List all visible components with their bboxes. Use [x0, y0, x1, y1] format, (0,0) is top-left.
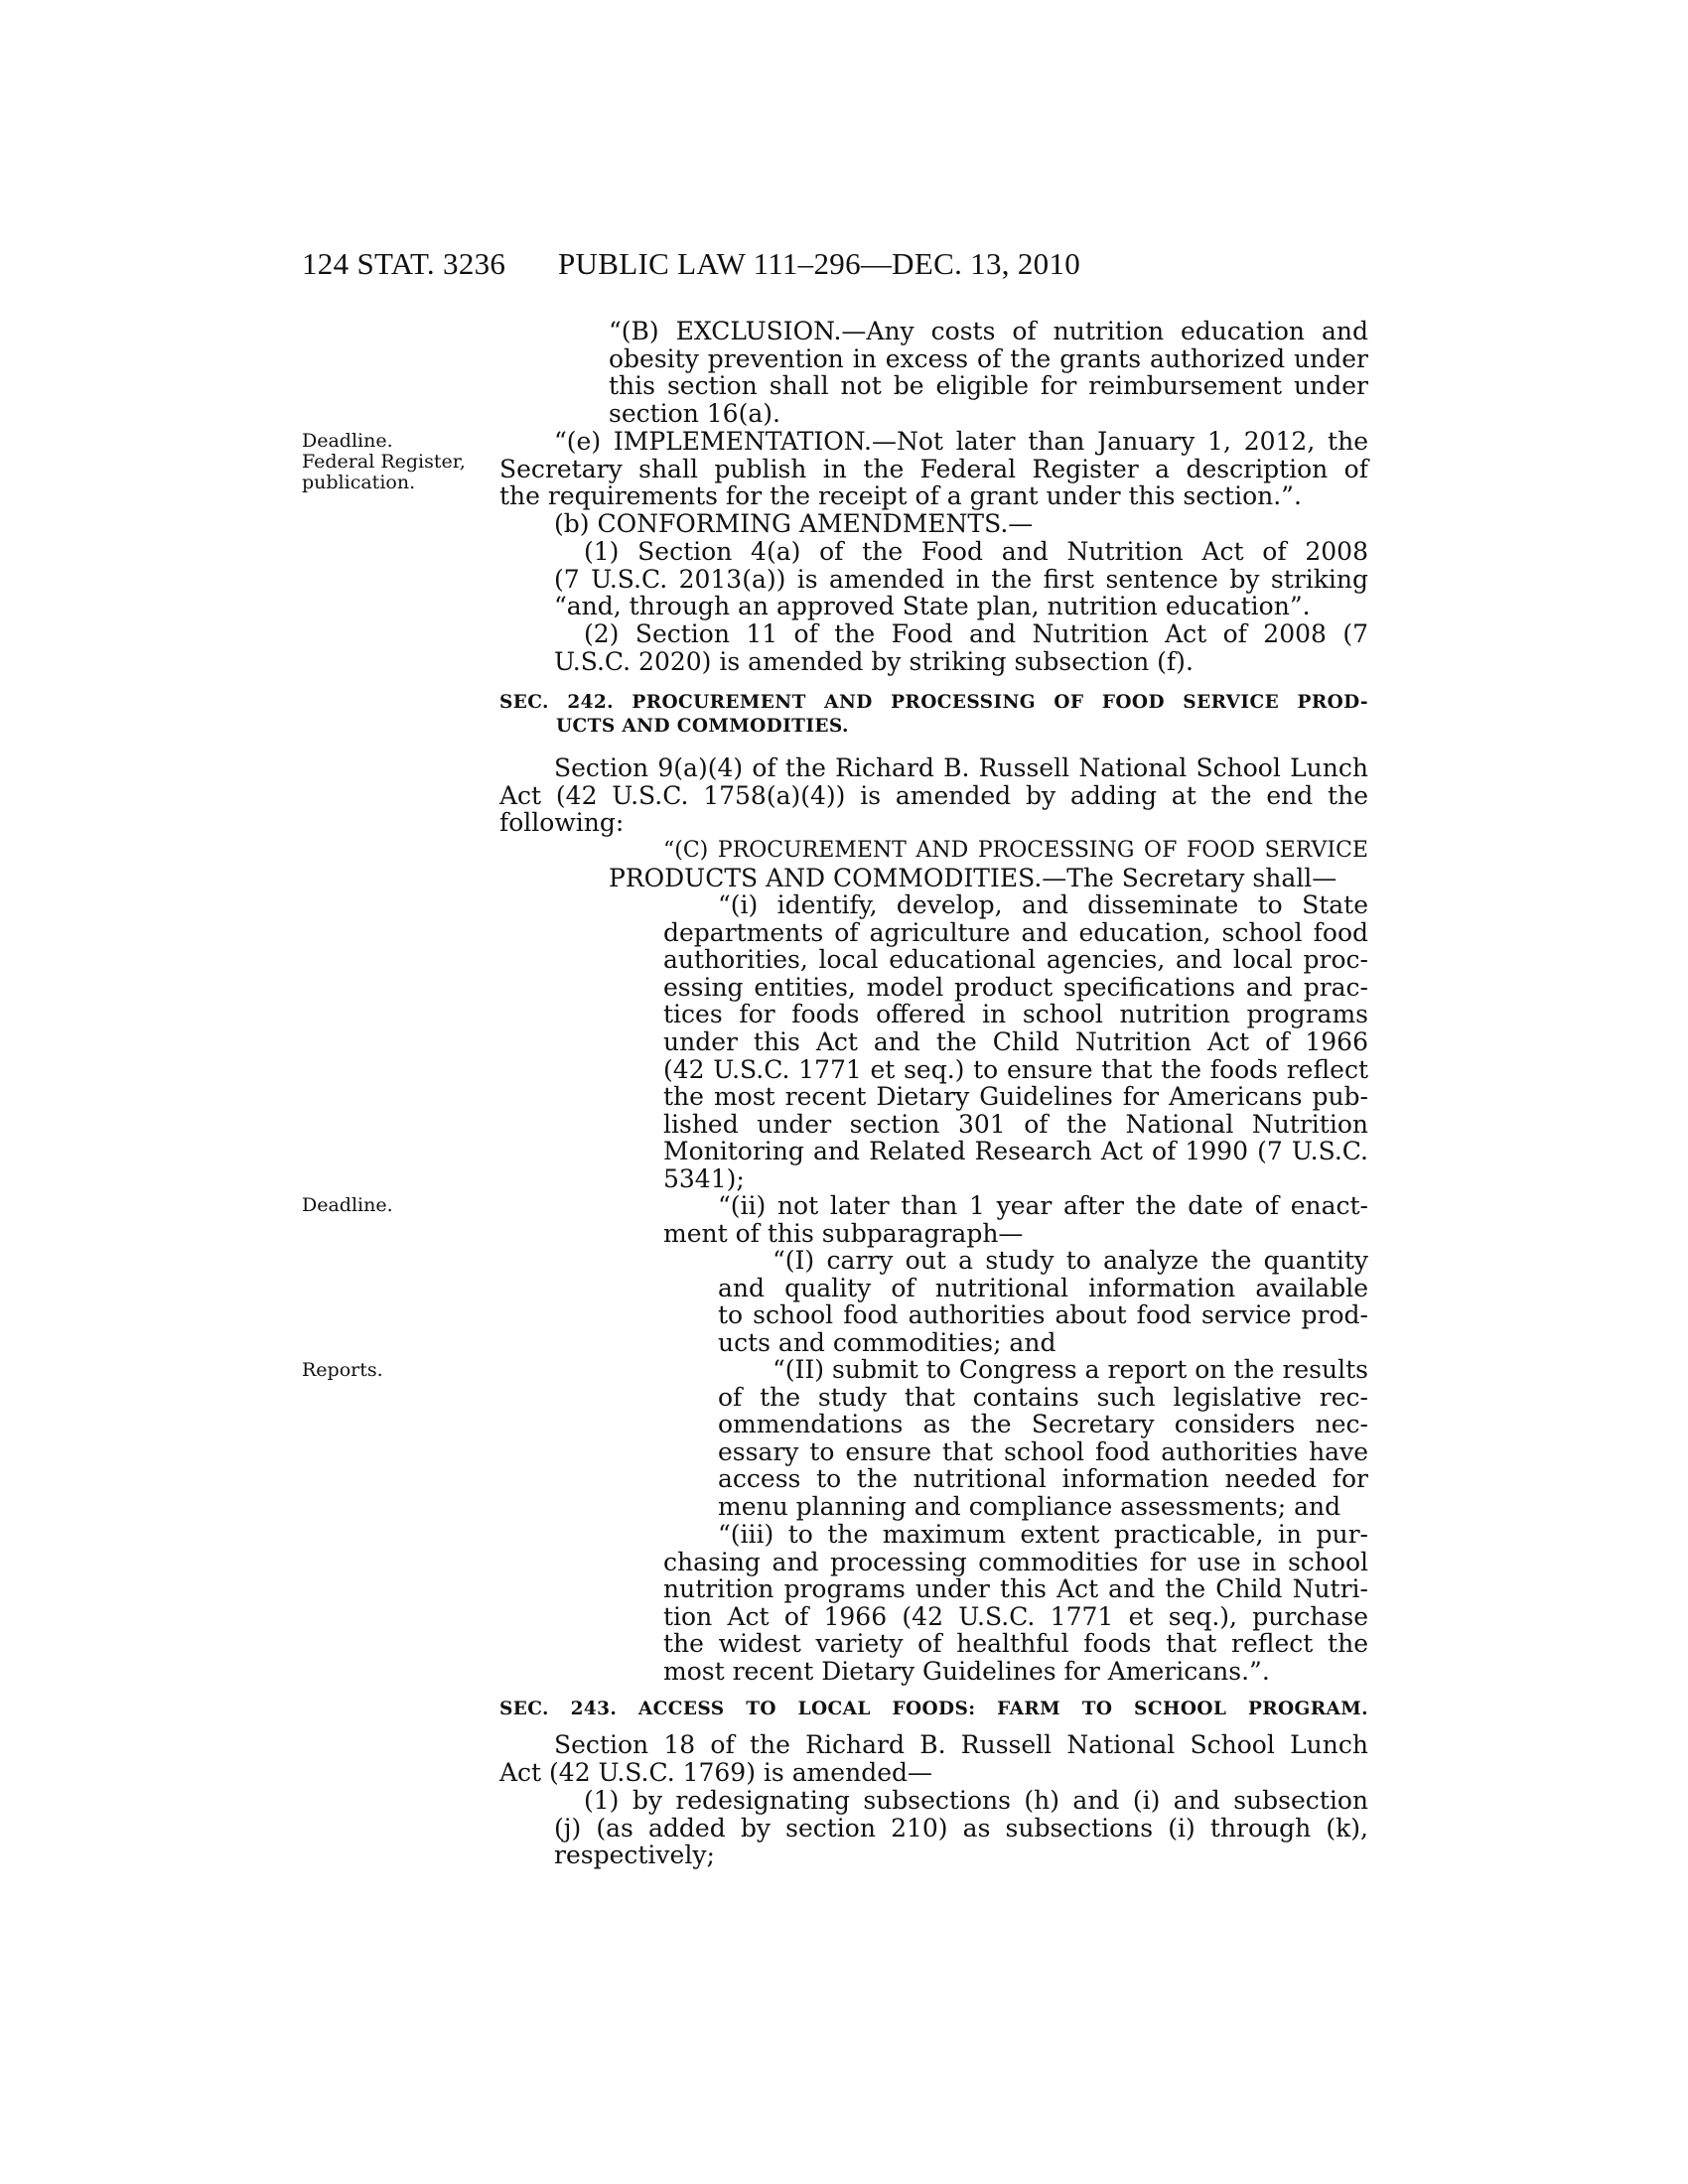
paragraph-exclusion	[609, 318, 1368, 427]
margin-note-deadline: Deadline.	[302, 1194, 393, 1216]
text-line: under this Act and the Child Nutrition Act of 1966	[663, 1026, 1368, 1056]
text-line: the most recent Dietary Guidelines for Americans pub-	[663, 1082, 1368, 1112]
paragraph-clause-ii	[663, 1192, 1368, 1247]
paragraph-conforming-amendments	[554, 510, 1368, 538]
text-line: ment of this subparagraph—	[663, 1218, 1024, 1248]
text-line: (2) Section 11 of the Food and Nutrition Act of 2008 (7	[584, 619, 1368, 648]
text-line: “(B) EXCLUSION.—Any costs of nutrition education and	[609, 317, 1368, 345]
margin-note-deadline-federal-register	[302, 431, 481, 493]
text-line: 5341);	[663, 1163, 745, 1193]
text-line: (b) CONFORMING AMENDMENTS.—	[554, 509, 1034, 538]
text-line: of the study that contains such legislative rec-	[718, 1382, 1368, 1412]
text-line: tices for foods offered in school nutrition programs	[663, 1000, 1368, 1029]
text-line: essary to ensure that school food authorities have	[718, 1436, 1368, 1466]
text-line: “(II) submit to Congress a report on the results	[773, 1355, 1368, 1384]
text-line: obesity prevention in excess of the grants authorized under	[609, 343, 1368, 373]
text-line: (7 U.S.C. 2013(a)) is amended in the first sentence by striking	[554, 564, 1368, 594]
paragraph-amendment-2	[554, 620, 1368, 675]
text-line: “(i) identify, develop, and disseminate to State	[718, 890, 1368, 919]
paragraph-implementation	[499, 428, 1368, 510]
text-line: (j) (as added by section 210) as subsections (i) through (k),	[554, 1813, 1368, 1843]
text-line: “and, through an approved State plan, nutrition education”.	[554, 592, 1311, 621]
text-line: lished under section 301 of the National Nutrition	[663, 1109, 1368, 1139]
text-line: Section 9(a)(4) of the Richard B. Russell National School Lunch	[554, 753, 1368, 782]
text-line: “(e) IMPLEMENTATION.—Not later than January 1, 2012, the	[554, 427, 1368, 456]
text-line: to school food authorities about food service prod-	[718, 1300, 1368, 1330]
text-line: Secretary shall publish in the Federal Register a description of	[499, 454, 1368, 483]
section-242-heading	[499, 691, 1368, 739]
text-line: most recent Dietary Guidelines for Americans.”.	[663, 1656, 1270, 1686]
text-line: ucts and commodities; and	[718, 1327, 1056, 1357]
margin-note-line: publication.	[302, 472, 416, 493]
section-243-heading	[499, 1698, 1368, 1721]
paragraph-amendment-redesignating	[554, 1787, 1368, 1869]
paragraph-subclause-I	[718, 1247, 1368, 1356]
text-line: chasing and processing commodities for use in school	[663, 1547, 1368, 1576]
text-line: following:	[499, 808, 625, 838]
paragraph-procurement-c	[609, 837, 1368, 891]
text-line: Section 18 of the Richard B. Russell National School Lunch	[554, 1730, 1368, 1759]
text-line: menu planning and compliance assessments; and	[718, 1491, 1341, 1521]
paragraph-clause-i	[663, 891, 1368, 1193]
text-line: and quality of nutritional information available	[718, 1273, 1368, 1302]
text-line: section 16(a).	[609, 398, 780, 428]
text-line: “(C) PROCUREMENT AND PROCESSING OF FOOD SERVICE	[663, 838, 1368, 863]
text-line: “(iii) to the maximum extent practicable, in pur-	[718, 1520, 1368, 1549]
margin-note-reports: Reports.	[302, 1359, 383, 1381]
text-line: the requirements for the receipt of a grant under this section.”.	[499, 481, 1302, 511]
heading-line: UCTS AND COMMODITIES.	[556, 716, 849, 737]
text-line: U.S.C. 2020) is amended by striking subsection (f).	[554, 646, 1194, 676]
margin-note-line: Federal Register,	[302, 451, 466, 473]
text-line: (1) by redesignating subsections (h) and (i) and subsection	[584, 1786, 1368, 1815]
text-line: access to the nutritional information needed for	[718, 1464, 1368, 1494]
text-line: (1) Section 4(a) of the Food and Nutrition Act of 2008	[584, 537, 1368, 566]
text-line: departments of agriculture and education, school food	[663, 917, 1368, 947]
paragraph-amendment-1	[554, 538, 1368, 620]
text-line: this section shall not be eligible for reimbursement under	[609, 371, 1368, 401]
text-line: ommendations as the Secretary considers nec-	[718, 1410, 1368, 1439]
paragraph-clause-iii	[663, 1521, 1368, 1686]
margin-note-line: Deadline.	[302, 430, 393, 452]
text-line: Monitoring and Related Research Act of 1990 (7 U.S.C.	[663, 1137, 1368, 1166]
text-line: Act (42 U.S.C. 1758(a)(4)) is amended by adding at the end the	[499, 780, 1368, 810]
text-line: authorities, local educational agencies, and local proc-	[663, 945, 1368, 975]
page-law-title: PUBLIC LAW 111–296—DEC. 13, 2010	[558, 246, 1081, 281]
heading-line: SEC. 242. PROCUREMENT AND PROCESSING OF FOOD SERVICE PROD-	[499, 692, 1368, 713]
text-line: (42 U.S.C. 1771 et seq.) to ensure that the foods reflect	[663, 1054, 1368, 1084]
heading-line: SEC. 243. ACCESS TO LOCAL FOODS: FARM TO SCHOOL PROGRAM.	[499, 1699, 1368, 1719]
text-line: respectively;	[554, 1841, 715, 1870]
text-line: essing entities, model product specifications and prac-	[663, 972, 1368, 1002]
paragraph-subclause-II	[718, 1356, 1368, 1521]
text-line: Act (42 U.S.C. 1769) is amended—	[499, 1757, 932, 1787]
paragraph-section-9	[499, 754, 1368, 837]
text-line: nutrition programs under this Act and the Child Nutri-	[663, 1574, 1368, 1604]
text-line: the widest variety of healthful foods that reflect the	[663, 1629, 1368, 1659]
text-line: “(I) carry out a study to analyze the quantity	[773, 1246, 1368, 1275]
page-stat-reference: 124 STAT. 3236	[302, 246, 506, 281]
paragraph-section-18	[499, 1731, 1368, 1786]
text-line: “(ii) not later than 1 year after the date of enact-	[718, 1191, 1368, 1220]
text-line: tion Act of 1966 (42 U.S.C. 1771 et seq.), purchase	[663, 1601, 1368, 1631]
text-line: PRODUCTS AND COMMODITIES.—The Secretary shall—	[609, 863, 1337, 892]
